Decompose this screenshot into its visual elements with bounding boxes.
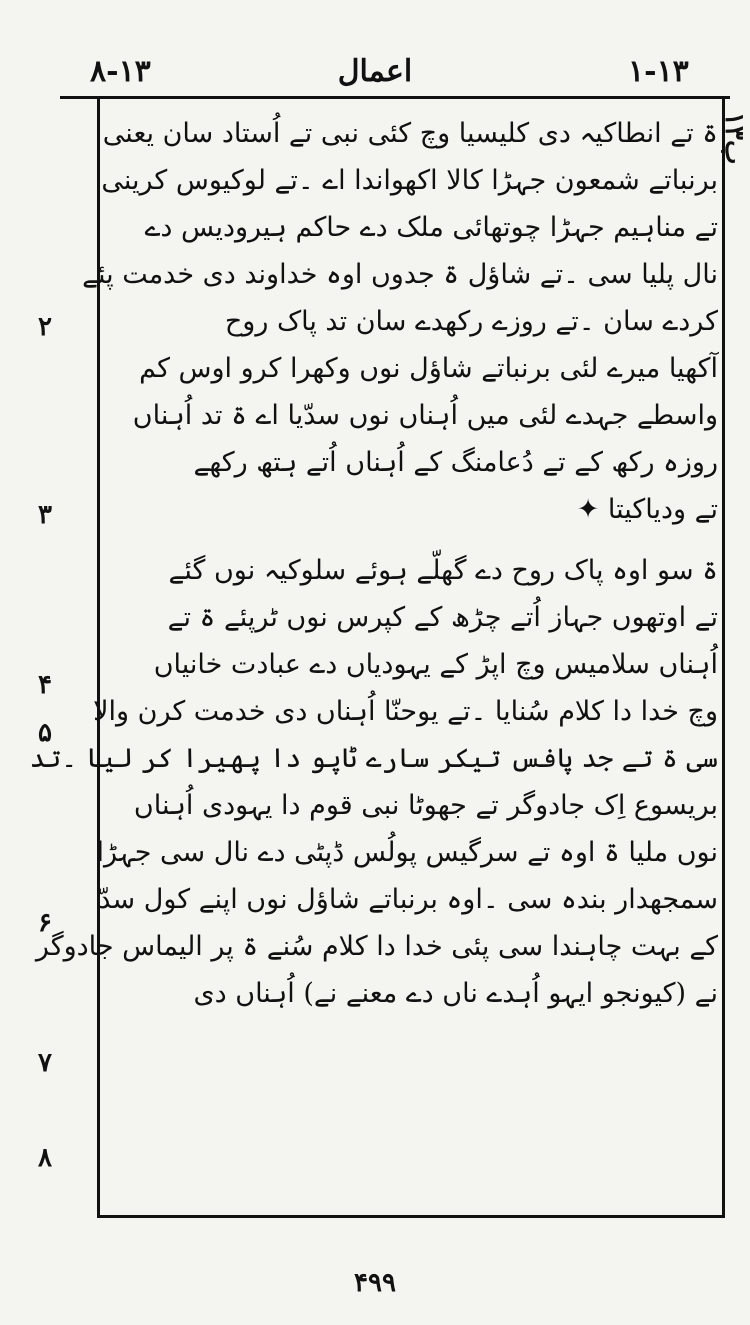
header-verse-range-start: ۱-۱۳	[628, 54, 689, 89]
text-line: سمجھدار بندہ سی ۔اوہ برنباتے شاؤل نوں اپنے کول سدّ	[98, 884, 718, 915]
text-line: نے (کیونجو ایہو اُہدے ناں دے معنے نے) اُہناں دی	[193, 978, 718, 1009]
chapter-marker: ۱۳ب	[719, 112, 749, 165]
header-verse-range-end: ۸-۱۳	[90, 54, 151, 89]
text-line: وچ خدا دا کلام سُنایا ۔تے یوحنّا اُہناں دی خدمت کرن والا	[93, 696, 718, 727]
verse-number: ۶	[38, 908, 52, 938]
text-line: تے مناہیم جہڑا چوتھائی ملک دے حاکم ہیرودیس دے	[144, 212, 718, 243]
text-line: نال پلیا سی ۔تے شاؤل ۃ جدوں اوہ خداوند دی خدمت پئے	[82, 259, 718, 290]
footer-rule	[97, 1215, 725, 1218]
text-line: نوں ملیا ۃ اوہ تے سرگیس پولُس ڈپٹی دے نال سی جہڑا	[96, 837, 718, 868]
text-line: تے اوتھوں جہاز اُتے چڑھ کے کپرس نوں ٹرپئے ۃ تے	[167, 602, 718, 633]
text-line: آکھیا میرے لئی برنباتے شاؤل نوں وکھرا کرو اوس کم	[139, 353, 718, 384]
text-line: تے ودیاکیتا ✦	[576, 494, 718, 525]
verse-number: ۵	[38, 718, 52, 748]
verse-number: ۳	[38, 500, 52, 530]
text-line: کے بہت چاہندا سی پئی خدا دا کلام سُنے ۃ پر الیماس جادوگر	[35, 931, 718, 962]
page-number: ۴۹۹	[354, 1268, 396, 1298]
text-line: اُہناں سلامیس وچ اپڑ کے یہودیاں دے عبادت خانیاں	[153, 649, 718, 680]
text-line: ۃ سو اوہ پاک روح دے گھلّے ہوئے سلوکیہ نوں گئے	[168, 555, 718, 586]
text-line: سی ۃ تے جد پافس تیکر سارے ٹاپو دا پھیرا کر لیا ۔تد	[29, 743, 718, 774]
text-line: ۃ تے انطاکیہ دی کلیسیا وچ کئی نبی تے اُستاد سان یعنی	[102, 118, 718, 149]
text-line: بریسوع اِک جادوگر تے جھوٹا نبی قوم دا یہودی اُہناں	[133, 790, 718, 821]
text-line: برنباتے شمعون جہڑا کالا اکھواندا اے ۔تے لوکیوس کرینی	[101, 165, 718, 196]
verse-number: ۲	[38, 312, 52, 342]
text-line: روزہ رکھ کے تے دُعامنگ کے اُہناں اُتے ہتھ رکھے	[193, 447, 718, 478]
body-text	[29, 110, 718, 1017]
header-book-title: اعمال	[337, 54, 413, 89]
text-line: کردے سان ۔تے روزے رکھدے سان تد پاک روح	[224, 306, 718, 337]
verse-number: ۸	[38, 1143, 52, 1173]
text-line: واسطے جہدے لئی میں اُہناں نوں سدّیا اے ۃ تد اُہناں	[132, 400, 718, 431]
verse-number: ۷	[38, 1048, 52, 1078]
verse-number: ۴	[38, 670, 52, 700]
